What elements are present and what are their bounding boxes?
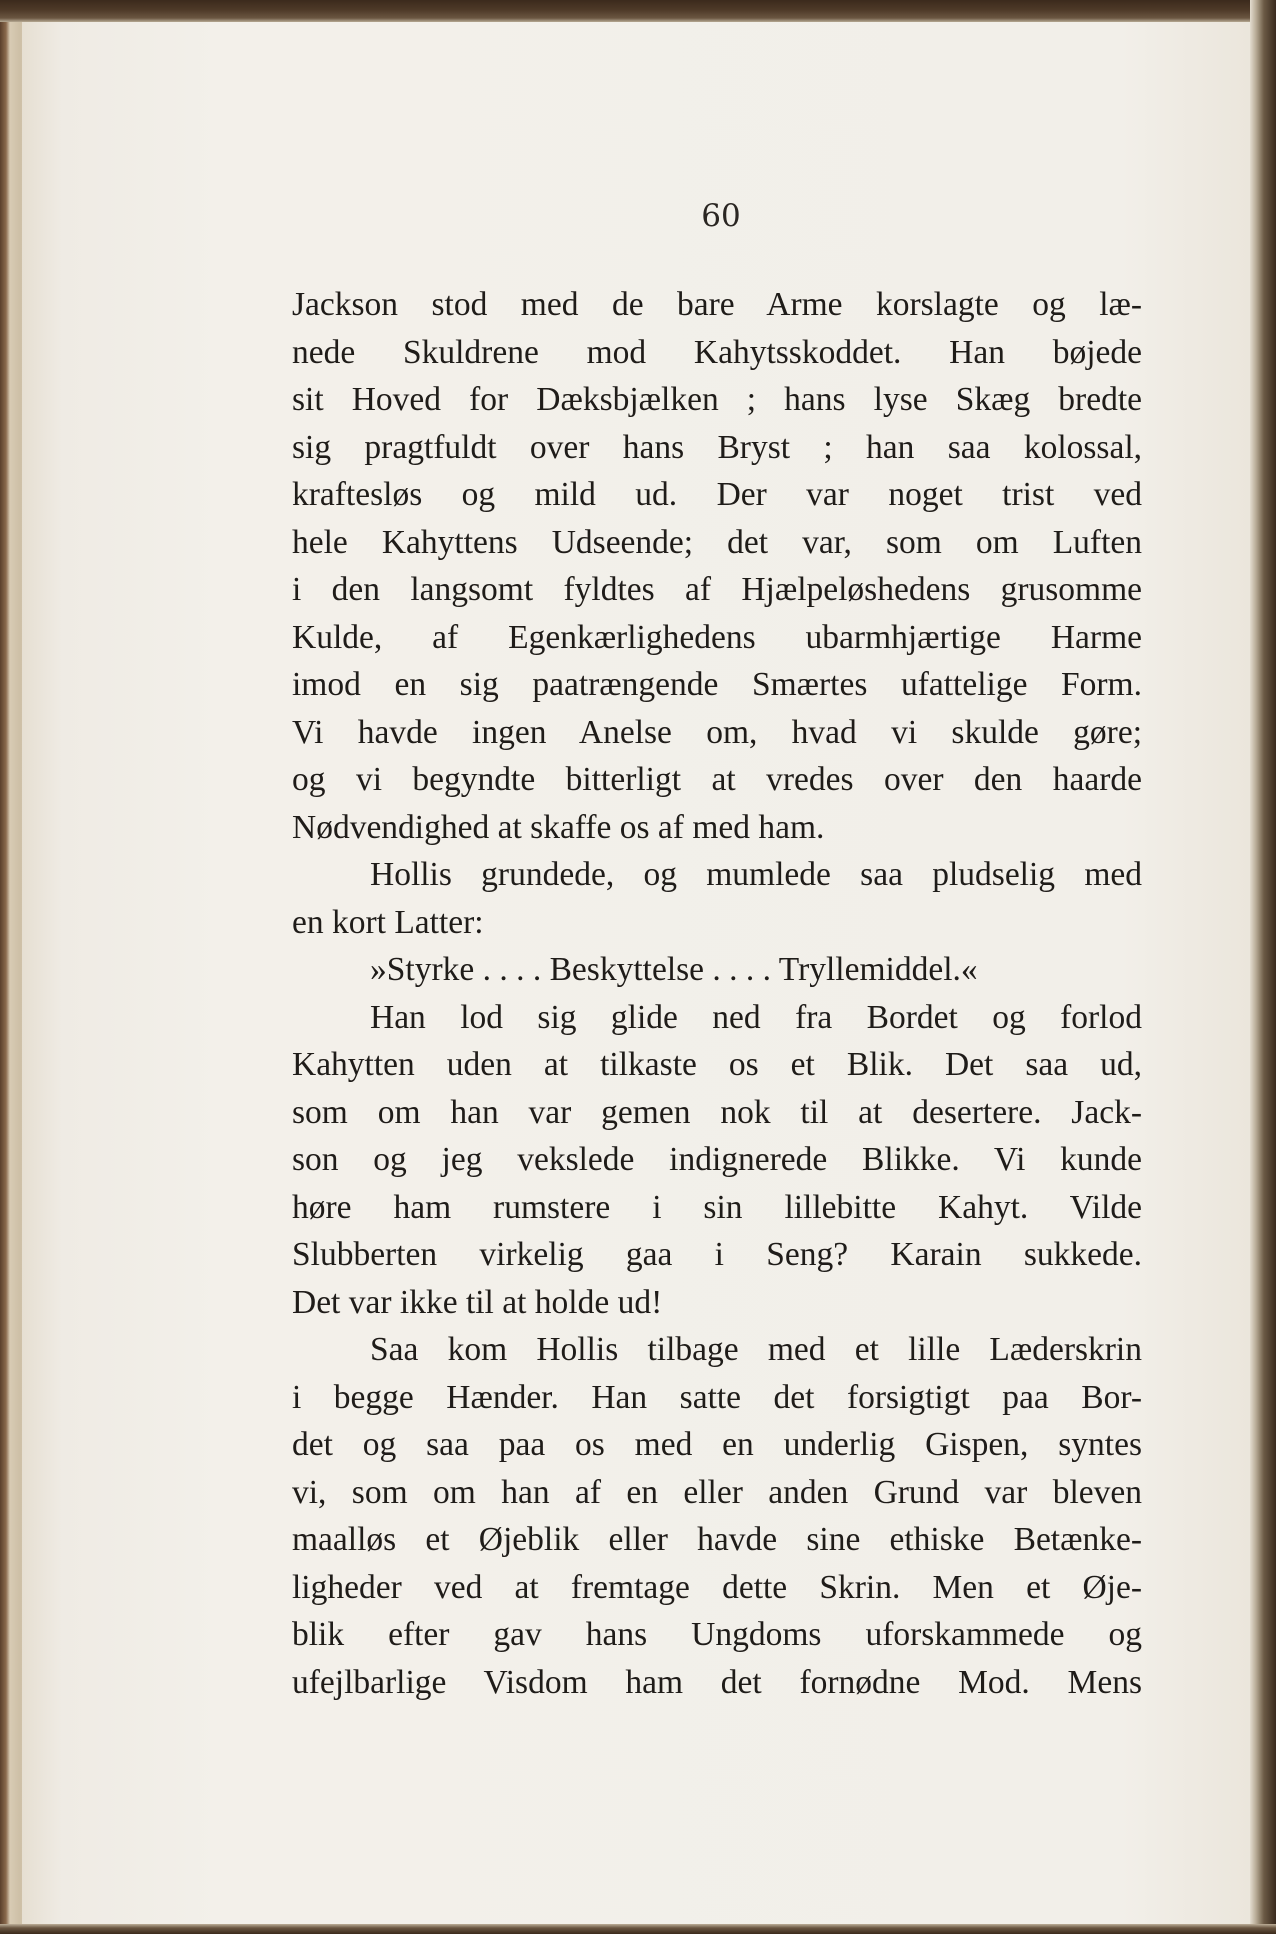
text-line: sit Hoved for Dæksbjælken ; hans lyse Skæg bredte xyxy=(292,381,1142,418)
text-line: Jackson stod med de bare Arme korslagte og læ- xyxy=(292,286,1142,323)
page-paper xyxy=(22,22,1250,1924)
text-line: i den langsomt fyldtes af Hjælpeløshedens grusomme xyxy=(292,571,1142,608)
book-bottom-edge xyxy=(0,1924,1276,1934)
text-line: Saa kom Hollis tilbage med et lille Læderskrin xyxy=(370,1331,1142,1368)
text-line: og vi begyndte bitterligt at vredes over den haarde xyxy=(292,761,1142,798)
text-line: det og saa paa os med en underlig Gispen, syntes xyxy=(292,1426,1142,1463)
text-line: i begge Hænder. Han satte det forsigtigt paa Bor- xyxy=(292,1378,1142,1416)
page-number: 60 xyxy=(701,198,741,234)
text-line: kraftesløs og mild ud. Der var noget trist ved xyxy=(292,476,1142,513)
text-line: ufejlbarlige Visdom ham det fornødne Mod. Mens xyxy=(292,1663,1142,1701)
text-line: Vi havde ingen Anelse om, hvad vi skulde gøre; xyxy=(292,713,1142,751)
text-line: Hollis grundede, og mumlede saa pludselig med xyxy=(370,856,1142,893)
text-line: imod en sig paatrængende Smærtes ufattelige Form. xyxy=(292,666,1142,703)
text-line: »Styrke . . . . Beskyttelse . . . . Tryllemiddel.« xyxy=(370,951,978,988)
text-line: ligheder ved at fremtage dette Skrin. Men et Øje- xyxy=(292,1568,1142,1606)
text-line: sig pragtfuldt over hans Bryst ; han saa kolossal, xyxy=(292,428,1142,466)
text-line: son og jeg vekslede indignerede Blikke. Vi kunde xyxy=(292,1141,1142,1178)
text-line: høre ham rumstere i sin lillebitte Kahyt. Vilde xyxy=(292,1188,1142,1226)
text-line: som om han var gemen nok til at desertere. Jack- xyxy=(292,1093,1142,1131)
text-line: Han lod sig glide ned fra Bordet og forlod xyxy=(370,998,1142,1036)
text-line: Slubberten virkelig gaa i Seng? Karain sukkede. xyxy=(292,1236,1142,1273)
text-line: vi, som om han af en eller anden Grund var bleven xyxy=(292,1473,1142,1511)
text-line: en kort Latter: xyxy=(292,903,484,941)
book-top-edge xyxy=(0,0,1276,22)
text-line: blik efter gav hans Ungdoms uforskammede og xyxy=(292,1616,1142,1653)
book-spine-edge xyxy=(1250,0,1276,1934)
text-line: Kulde, af Egenkærlighedens ubarmhjærtige Harme xyxy=(292,618,1142,656)
text-line: nede Skuldrene mod Kahytsskoddet. Han bøjede xyxy=(292,333,1142,371)
text-line: Det var ikke til at holde ud! xyxy=(292,1283,663,1321)
body-text xyxy=(292,281,1142,1706)
text-line: hele Kahyttens Udseende; det var, som om Luften xyxy=(292,523,1142,561)
text-line: Nødvendighed at skaffe os af med ham. xyxy=(292,808,825,846)
text-line: maalløs et Øjeblik eller havde sine ethiske Betænke- xyxy=(292,1521,1142,1558)
text-line: Kahytten uden at tilkaste os et Blik. Det saa ud, xyxy=(292,1046,1142,1083)
